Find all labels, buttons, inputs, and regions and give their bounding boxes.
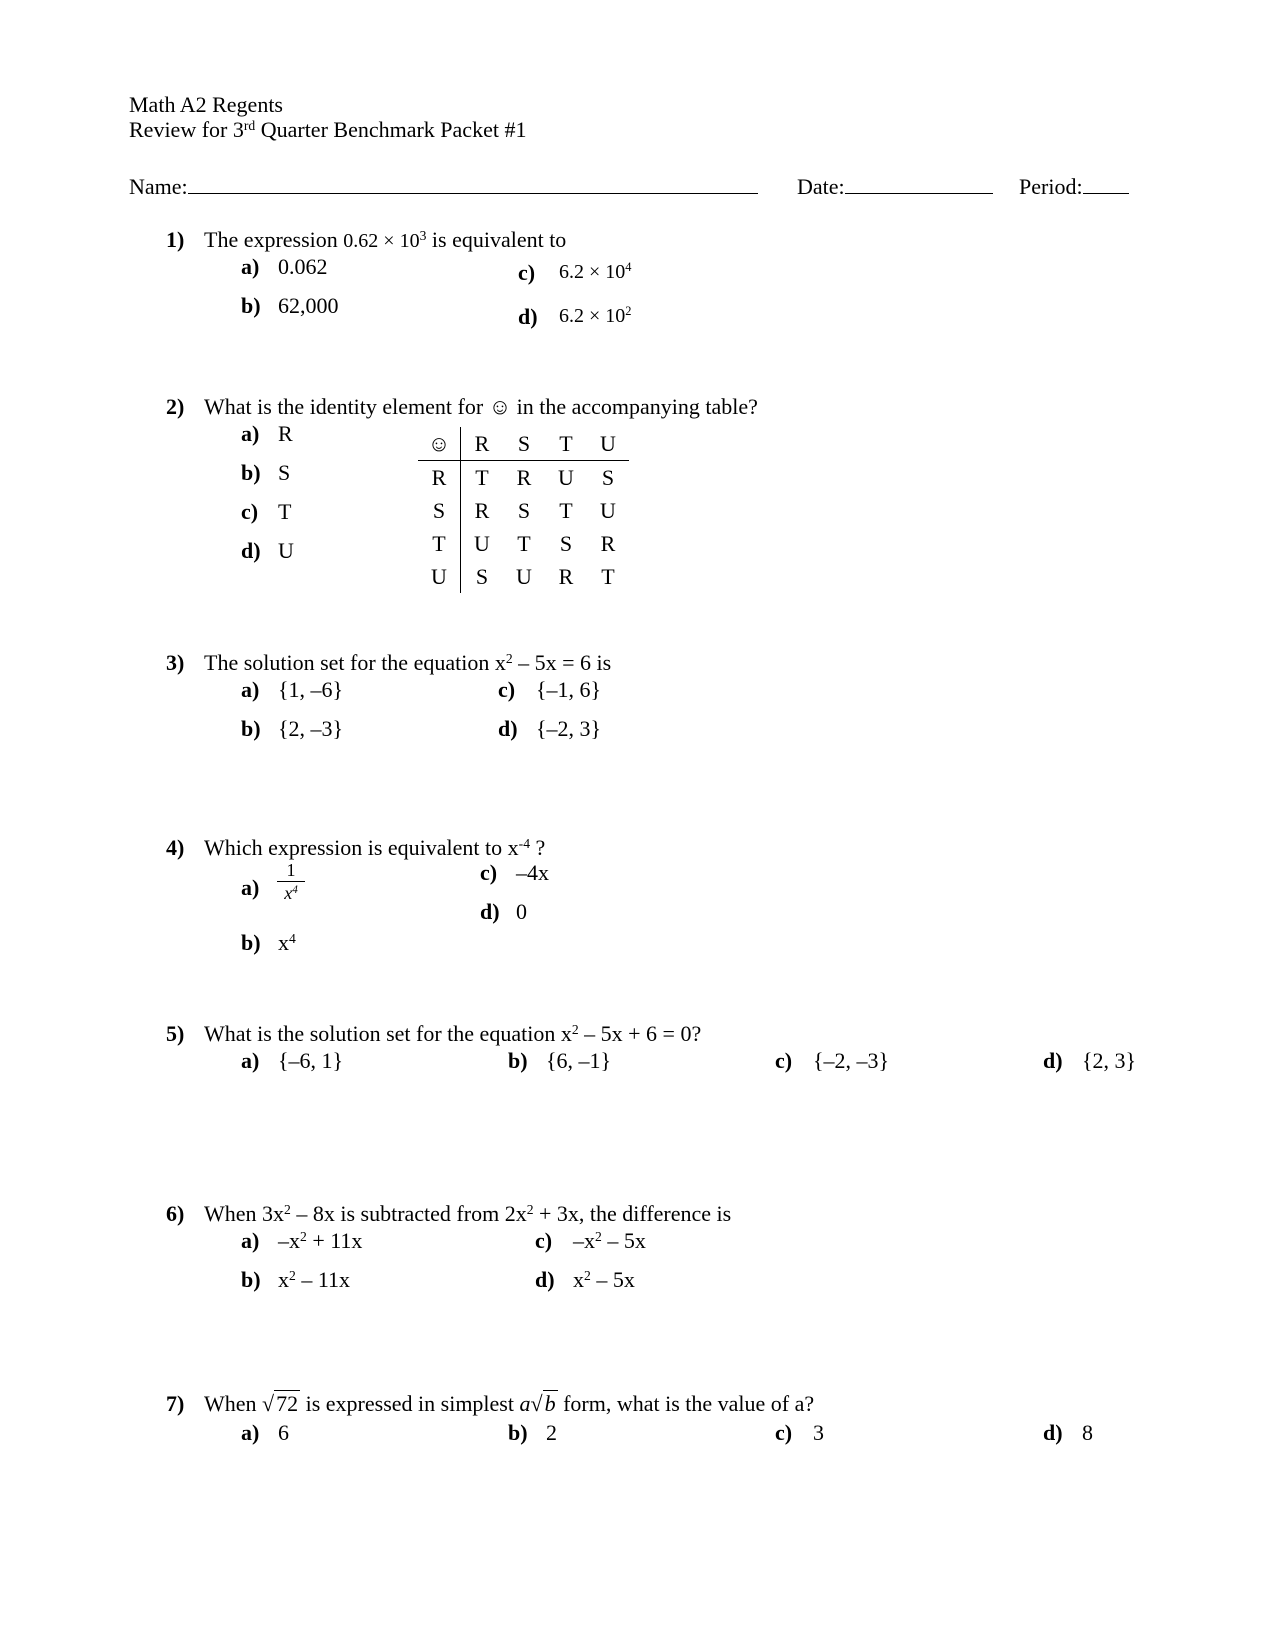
q4-option-d-label: d) [480, 899, 500, 924]
q6-option-c-label: c) [535, 1228, 553, 1253]
q6-option-d[interactable]: $x^2 - 5x$ [573, 1267, 635, 1292]
radical-72: √72 [262, 1391, 299, 1416]
course-title: Math A2 Regents [129, 92, 283, 117]
q6-stem: When $3x^2 - 8x$ is subtracted from $2x^2 + 3x$, the difference is [204, 1201, 732, 1226]
q7-option-c-label: c) [775, 1420, 793, 1445]
name-blank[interactable] [188, 172, 758, 194]
table-cell: S [517, 497, 531, 523]
table-row-label: T [418, 527, 461, 560]
table-row-label: S [418, 494, 461, 527]
table-cell: S [601, 464, 615, 490]
q4-stem: Which expression is equivalent to $x^{-4}$ ? [204, 835, 546, 860]
q7-option-b[interactable]: 2 [546, 1420, 557, 1445]
q2-option-b-label: b) [241, 460, 261, 485]
table-cell: U [516, 563, 532, 589]
q6-option-d-label: d) [535, 1267, 555, 1292]
name-field[interactable] [129, 172, 758, 198]
q7-stem: When √72 is expressed in simplest a√b form, what is the value of a? [204, 1391, 815, 1416]
q3-number: 3) [166, 650, 185, 675]
q5-option-b[interactable]: {6, –1} [546, 1048, 612, 1073]
q4-option-b-label: b) [241, 930, 261, 955]
q3-option-b[interactable]: {2, –3} [278, 716, 344, 741]
q1-stem: The expression $0.62 \times 10^3$ is equivalent to [204, 227, 567, 252]
date-field[interactable] [797, 172, 993, 198]
table-cell: T [475, 464, 489, 490]
q5-number: 5) [166, 1021, 185, 1046]
q1-option-c-label: c) [518, 260, 536, 285]
q6-option-c[interactable]: $-x^2 - 5x$ [573, 1228, 646, 1253]
q3-option-c-label: c) [498, 677, 516, 702]
radical-b: √b [530, 1391, 556, 1416]
q3-option-b-label: b) [241, 716, 261, 741]
q4-option-b[interactable]: $x^4$ [278, 930, 296, 955]
table-header-cell: S [503, 427, 545, 461]
table-header-cell: R [461, 427, 504, 461]
table-row-label: U [418, 560, 461, 593]
q5-option-c-label: c) [775, 1048, 793, 1073]
q3-option-d[interactable]: {–2, 3} [536, 716, 602, 741]
period-blank[interactable] [1083, 172, 1129, 194]
q7-option-a[interactable]: 6 [278, 1420, 289, 1445]
fraction-bar [277, 881, 305, 882]
q1-option-b-label: b) [241, 293, 261, 318]
date-blank[interactable] [845, 172, 993, 194]
table-row [418, 527, 629, 560]
table-header-cell: U [587, 427, 629, 461]
table-cell: S [559, 530, 573, 556]
table-cell: T [559, 497, 573, 523]
table-operator-cell: ☺ [418, 427, 461, 461]
q4-option-d[interactable]: 0 [516, 899, 527, 924]
radical-sign: √ [262, 1391, 275, 1416]
q3-stem: The solution set for the equation $x^2 - 5x = 6$ is [204, 650, 612, 675]
q6-option-a[interactable]: $-x^2 + 11x$ [278, 1228, 363, 1253]
table-row [418, 560, 629, 593]
q2-option-b[interactable]: S [278, 460, 291, 485]
q5-option-a-label: a) [241, 1048, 260, 1073]
q6-option-b-label: b) [241, 1267, 261, 1292]
q2-option-d[interactable]: U [278, 538, 294, 563]
q3-option-c[interactable]: {–1, 6} [536, 677, 602, 702]
q3-option-a-label: a) [241, 677, 260, 702]
q4-number: 4) [166, 835, 185, 860]
q1-option-a-label: a) [241, 254, 260, 279]
q7-option-d[interactable]: 8 [1082, 1420, 1093, 1445]
q2-option-c-label: c) [241, 499, 259, 524]
date-label: Date: [797, 174, 845, 199]
q2-number: 2) [166, 394, 185, 419]
table-cell: S [475, 563, 489, 589]
q7-option-c[interactable]: 3 [813, 1420, 824, 1445]
q1-option-d-label: d) [518, 304, 538, 329]
q2-option-a-label: a) [241, 421, 260, 446]
table-cell: U [558, 464, 574, 490]
q6-option-b[interactable]: $x^2 - 11x$ [278, 1267, 350, 1292]
q5-option-c[interactable]: {–2, –3} [813, 1048, 890, 1073]
q5-option-d-label: d) [1043, 1048, 1063, 1073]
fraction-numerator: 1 [286, 860, 296, 880]
q7-option-d-label: d) [1043, 1420, 1063, 1445]
table-cell: R [474, 497, 490, 523]
q6-option-a-label: a) [241, 1228, 260, 1253]
q1-option-b[interactable]: 62,000 [278, 293, 339, 318]
name-label: Name: [129, 174, 188, 199]
table-cell: T [517, 530, 531, 556]
q5-stem: What is the solution set for the equation $x^2 - 5x + 6 = 0$? [204, 1021, 702, 1046]
q2-option-c[interactable]: T [278, 499, 292, 524]
q1-option-d[interactable]: $6.2 \times 10^2$ [559, 304, 632, 327]
period-field[interactable] [1019, 172, 1129, 198]
q1-option-c[interactable]: $6.2 \times 10^4$ [559, 260, 632, 283]
q4-option-a[interactable] [277, 861, 305, 902]
table-cell: U [600, 497, 616, 523]
period-label: Period: [1019, 174, 1083, 199]
table-cell: U [474, 530, 490, 556]
fraction-denominator: $x^4$ [284, 883, 298, 903]
table-header-cell: T [545, 427, 587, 461]
table-cell: T [601, 563, 615, 589]
table-row [418, 494, 629, 527]
table-cell: R [558, 563, 574, 589]
q5-option-d[interactable]: {2, 3} [1082, 1048, 1137, 1073]
q2-stem: What is the identity element for ☺ in the accompanying table? [204, 394, 758, 419]
q2-option-a[interactable]: R [278, 421, 293, 446]
q3-option-d-label: d) [498, 716, 518, 741]
table-row [418, 461, 629, 495]
table-cell: R [600, 530, 616, 556]
q3-option-a[interactable]: {1, –6} [278, 677, 344, 702]
q7-number: 7) [166, 1391, 185, 1416]
table-header-row [418, 427, 629, 461]
q4-option-c-label: c) [480, 860, 498, 885]
q5-option-a[interactable]: {–6, 1} [278, 1048, 344, 1073]
table-cell: R [516, 464, 532, 490]
q1-option-a[interactable]: 0.062 [278, 254, 328, 279]
q5-option-b-label: b) [508, 1048, 528, 1073]
q4-option-a-label: a) [241, 875, 260, 900]
table-row-label: R [418, 461, 461, 495]
q7-option-a-label: a) [241, 1420, 260, 1445]
q2-option-d-label: d) [241, 538, 261, 563]
q7-option-b-label: b) [508, 1420, 528, 1445]
q4-option-c[interactable]: –4x [516, 860, 549, 885]
q6-number: 6) [166, 1201, 185, 1226]
operation-table [418, 427, 629, 593]
packet-subtitle: Review for 3rd Quarter Benchmark Packet #1 [129, 117, 527, 142]
q1-number: 1) [166, 227, 185, 252]
